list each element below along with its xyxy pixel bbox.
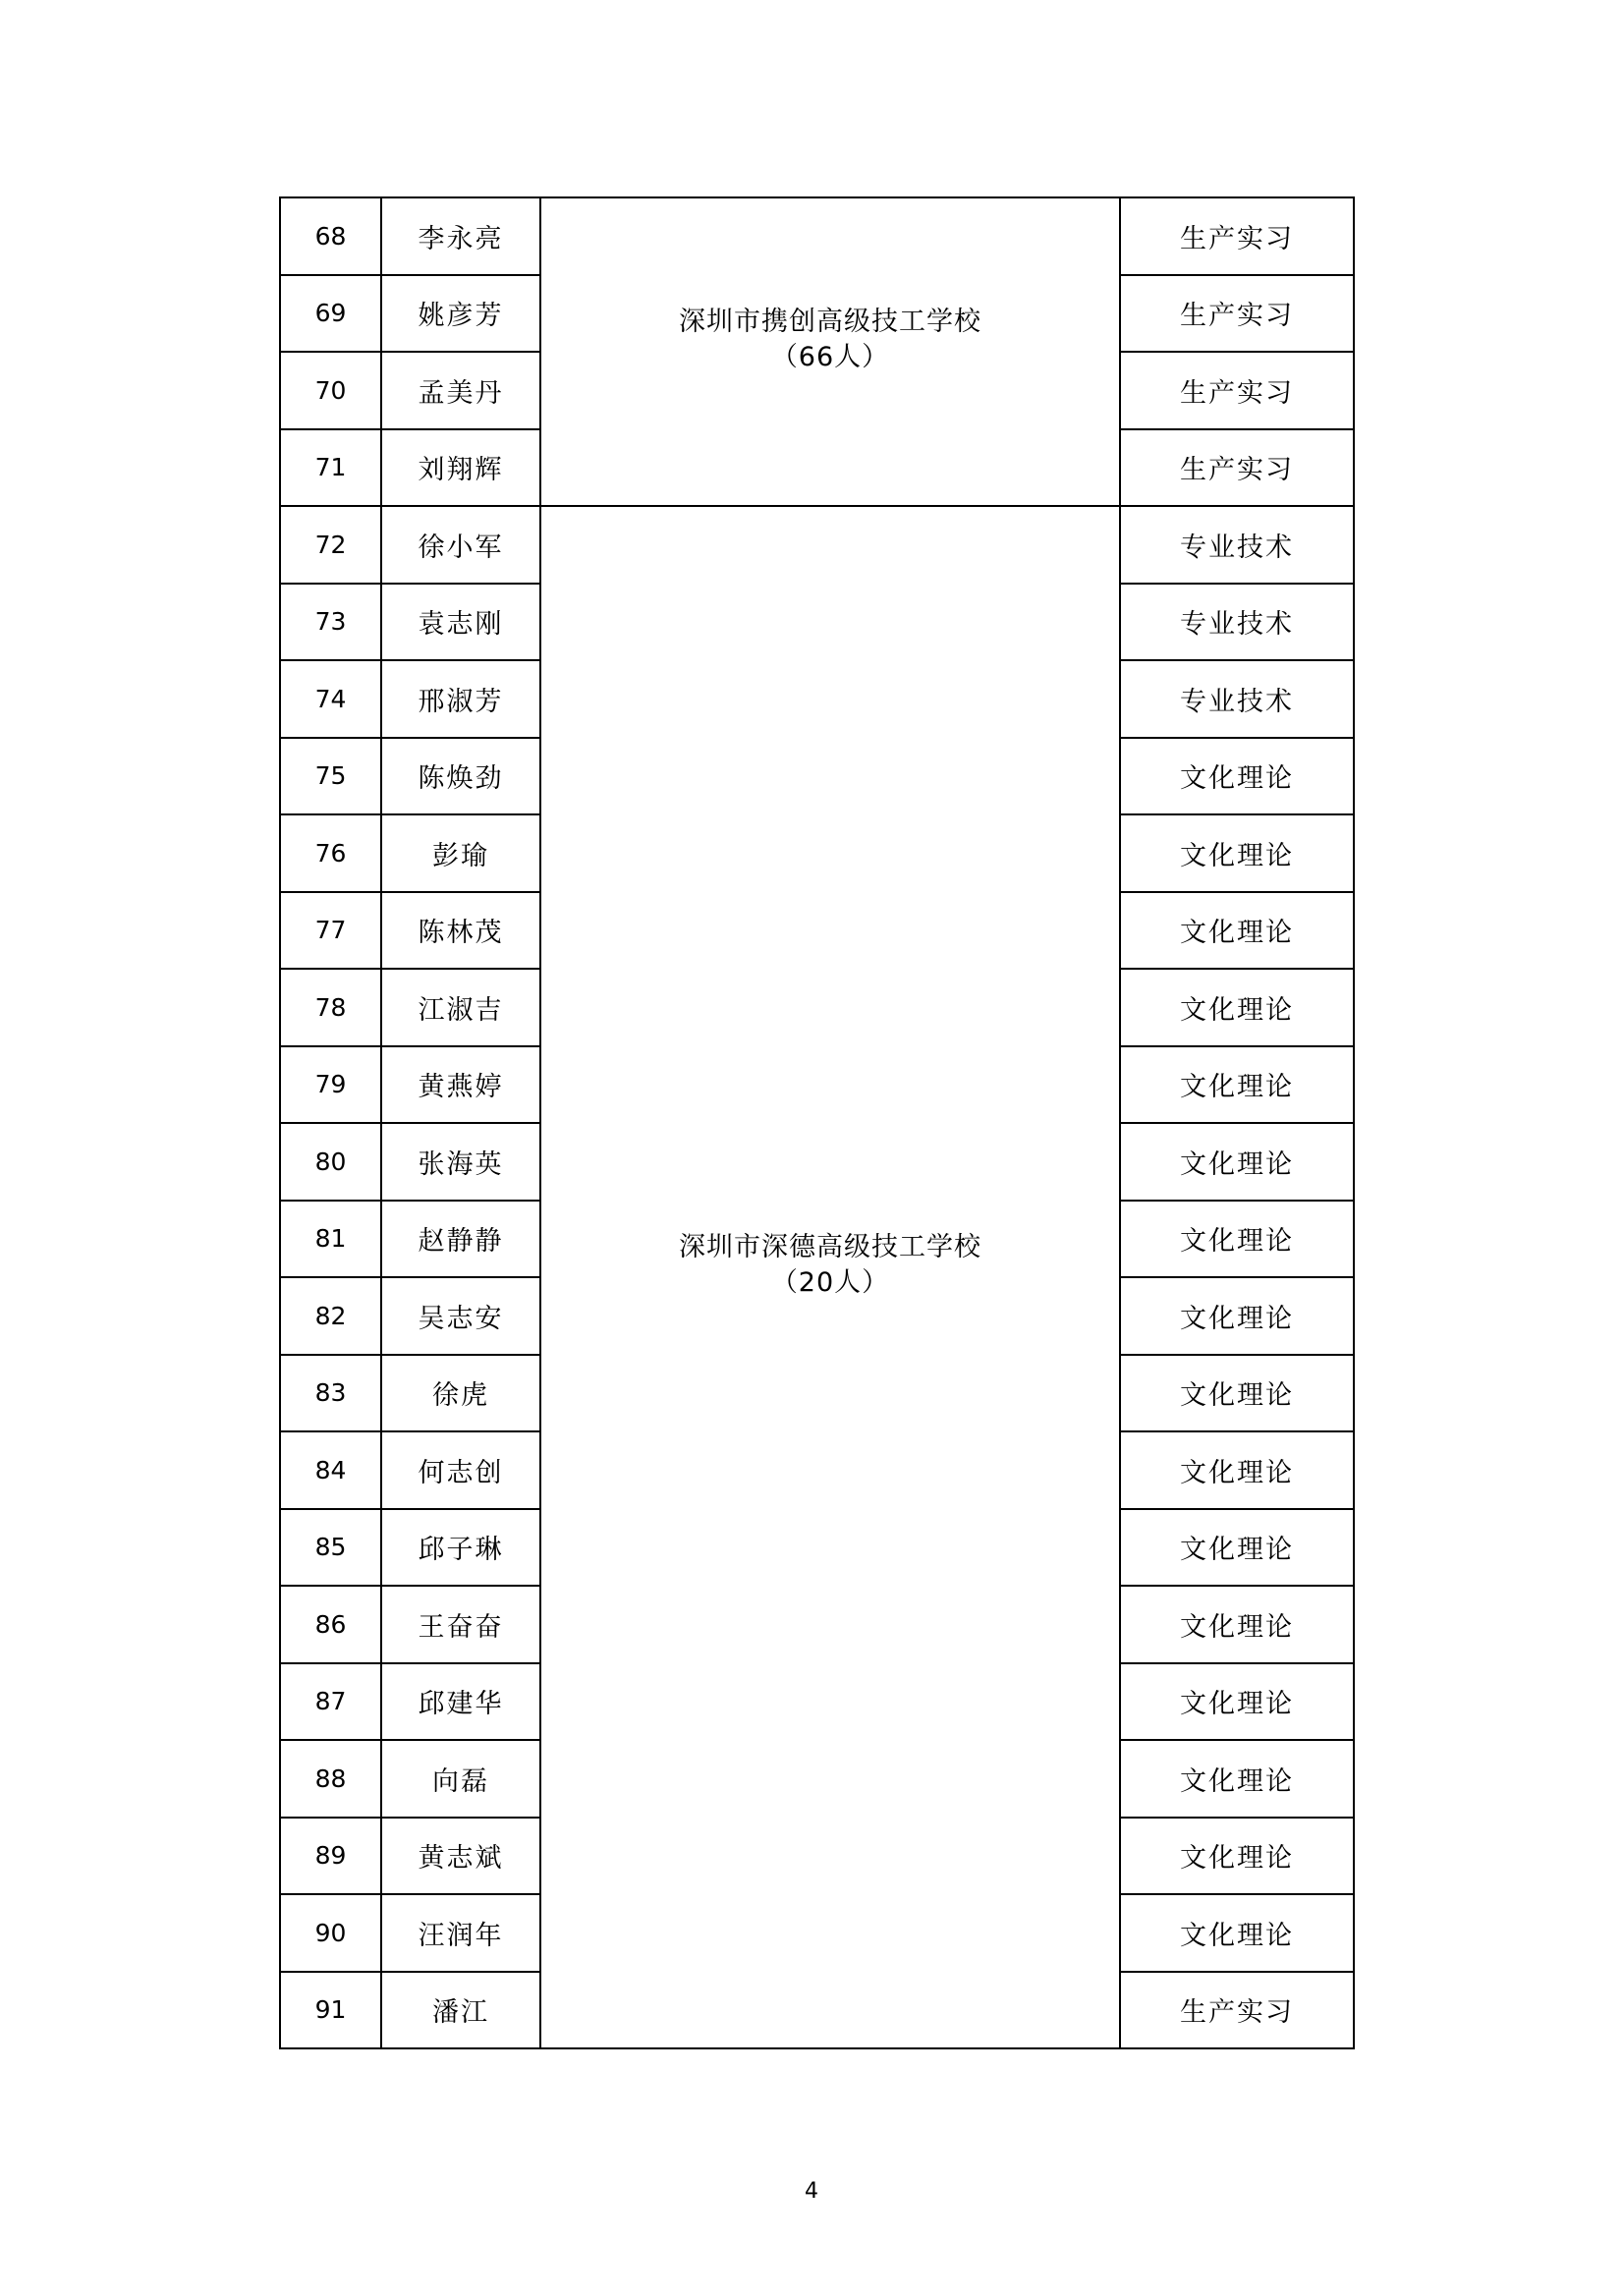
row-number: 87 — [280, 1663, 381, 1741]
row-number: 70 — [280, 352, 381, 429]
row-number: 73 — [280, 584, 381, 661]
row-number: 91 — [280, 1972, 381, 2049]
row-number: 72 — [280, 506, 381, 584]
person-name: 王奋奋 — [381, 1586, 540, 1663]
row-number: 80 — [280, 1123, 381, 1201]
award-category: 文化理论 — [1120, 1509, 1354, 1587]
person-name: 黄燕婷 — [381, 1046, 540, 1124]
award-category: 文化理论 — [1120, 1046, 1354, 1124]
award-category: 文化理论 — [1120, 969, 1354, 1046]
award-category: 生产实习 — [1120, 1972, 1354, 2049]
row-number: 75 — [280, 738, 381, 815]
award-category: 文化理论 — [1120, 814, 1354, 892]
award-category: 文化理论 — [1120, 1355, 1354, 1432]
row-number: 74 — [280, 660, 381, 738]
row-number: 69 — [280, 275, 381, 353]
row-number: 77 — [280, 892, 381, 970]
person-name: 张海英 — [381, 1123, 540, 1201]
award-category: 生产实习 — [1120, 197, 1354, 275]
person-name: 陈林茂 — [381, 892, 540, 970]
person-name: 赵静静 — [381, 1201, 540, 1278]
row-number: 68 — [280, 197, 381, 275]
award-category: 文化理论 — [1120, 1740, 1354, 1818]
person-name: 邱建华 — [381, 1663, 540, 1741]
person-name: 邢淑芳 — [381, 660, 540, 738]
person-name: 徐小军 — [381, 506, 540, 584]
row-number: 71 — [280, 429, 381, 507]
person-name: 刘翔辉 — [381, 429, 540, 507]
school-cell — [540, 197, 1120, 506]
person-name: 向磊 — [381, 1740, 540, 1818]
row-number: 86 — [280, 1586, 381, 1663]
person-name: 江淑吉 — [381, 969, 540, 1046]
person-name: 邱子琳 — [381, 1509, 540, 1587]
school-name: 深圳市深德高级技工学校 — [679, 1232, 981, 1262]
award-category: 文化理论 — [1120, 1894, 1354, 1972]
person-name: 袁志刚 — [381, 584, 540, 661]
page-number: 4 — [805, 2179, 818, 2204]
award-category: 文化理论 — [1120, 1201, 1354, 1278]
award-category: 文化理论 — [1120, 1277, 1354, 1355]
row-number: 78 — [280, 969, 381, 1046]
award-category: 生产实习 — [1120, 429, 1354, 507]
row-number: 76 — [280, 814, 381, 892]
row-number: 88 — [280, 1740, 381, 1818]
person-name: 彭瑜 — [381, 814, 540, 892]
row-number: 81 — [280, 1201, 381, 1278]
award-category: 文化理论 — [1120, 1818, 1354, 1895]
person-name: 李永亮 — [381, 197, 540, 275]
row-number: 82 — [280, 1277, 381, 1355]
award-category: 文化理论 — [1120, 1586, 1354, 1663]
person-name: 汪润年 — [381, 1894, 540, 1972]
person-name: 孟美丹 — [381, 352, 540, 429]
award-category: 文化理论 — [1120, 738, 1354, 815]
person-name: 徐虎 — [381, 1355, 540, 1432]
row-number: 84 — [280, 1431, 381, 1509]
row-number: 85 — [280, 1509, 381, 1587]
award-category: 文化理论 — [1120, 1663, 1354, 1741]
person-name: 陈焕劲 — [381, 738, 540, 815]
award-category: 文化理论 — [1120, 892, 1354, 970]
school-name: 深圳市携创高级技工学校 — [679, 307, 981, 337]
school-cell — [540, 506, 1120, 2048]
person-name: 潘江 — [381, 1972, 540, 2049]
award-category: 专业技术 — [1120, 506, 1354, 584]
award-category: 生产实习 — [1120, 275, 1354, 353]
award-category: 文化理论 — [1120, 1123, 1354, 1201]
person-name: 何志创 — [381, 1431, 540, 1509]
school-count: （20人） — [770, 1267, 890, 1298]
person-name: 姚彦芳 — [381, 275, 540, 353]
table-row — [280, 506, 1354, 584]
award-category: 专业技术 — [1120, 660, 1354, 738]
row-number: 83 — [280, 1355, 381, 1432]
person-name: 黄志斌 — [381, 1818, 540, 1895]
award-category: 专业技术 — [1120, 584, 1354, 661]
award-roster-table — [279, 196, 1355, 2049]
row-number: 79 — [280, 1046, 381, 1124]
award-category: 生产实习 — [1120, 352, 1354, 429]
school-count: （66人） — [770, 342, 890, 372]
table-row — [280, 197, 1354, 275]
award-category: 文化理论 — [1120, 1431, 1354, 1509]
row-number: 90 — [280, 1894, 381, 1972]
person-name: 吴志安 — [381, 1277, 540, 1355]
row-number: 89 — [280, 1818, 381, 1895]
